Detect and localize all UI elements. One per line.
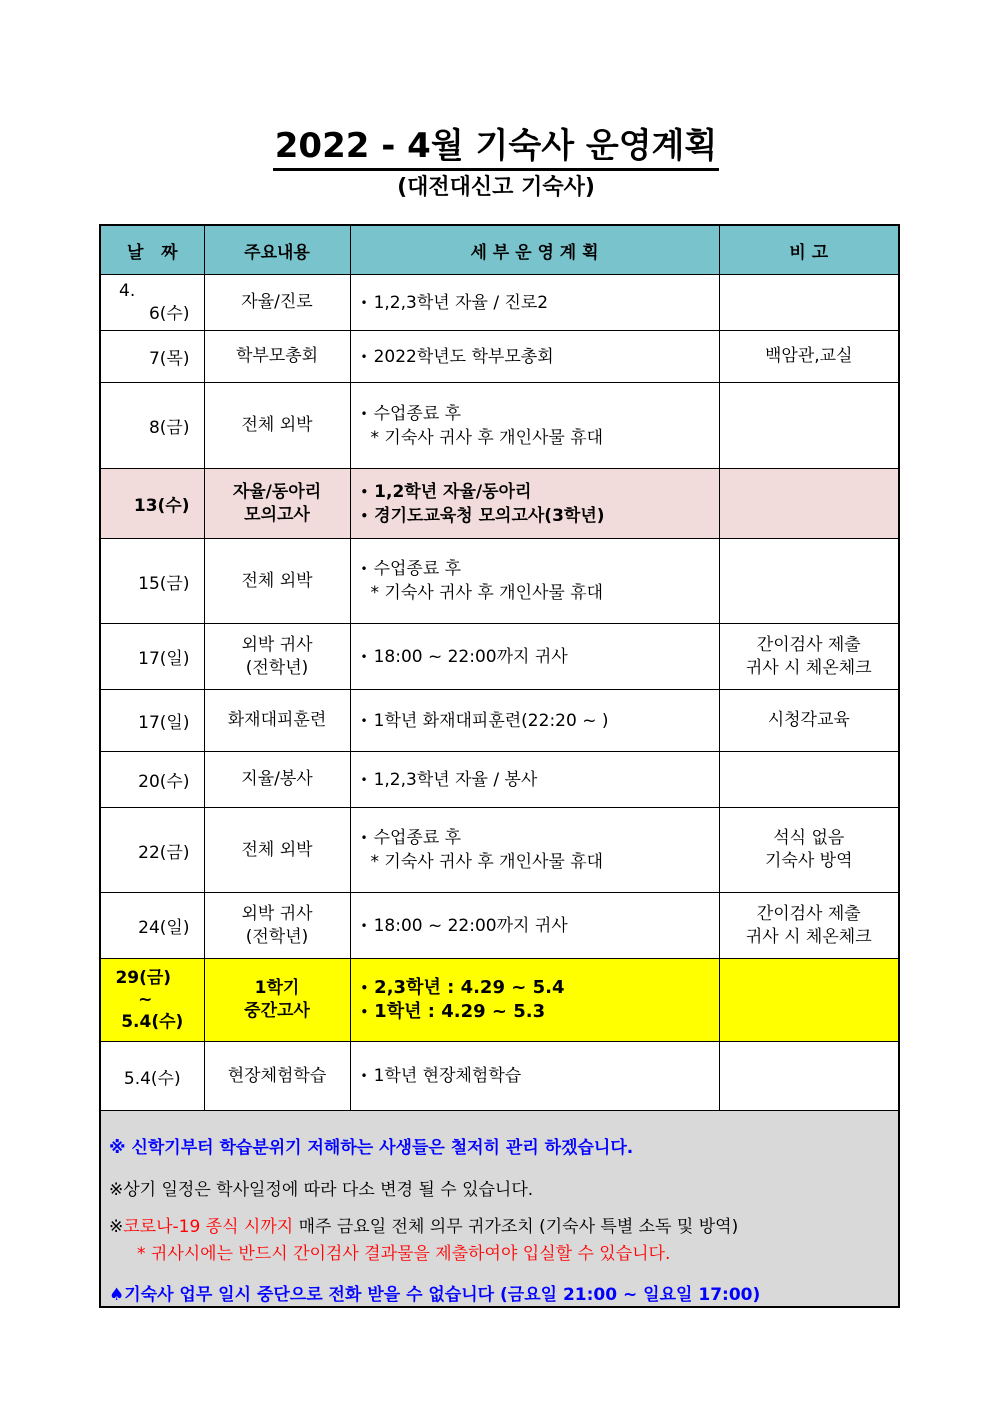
footer-line-1: ※ 신학기부터 학습분위기 저해하는 사생들은 철저히 관리 하겠습니다. bbox=[109, 1138, 634, 1158]
note-cell bbox=[719, 539, 899, 624]
detail-item: • 수업종료 후 bbox=[361, 402, 719, 426]
footer-row bbox=[100, 1111, 899, 1308]
month-label: 4. bbox=[119, 281, 136, 301]
main-line-2: (전학년) bbox=[245, 657, 309, 678]
note-cell bbox=[719, 469, 899, 539]
main-cell bbox=[204, 624, 350, 690]
footer-line-4: * 귀사시에는 반드시 간이검사 결과물을 제출하여야 입실할 수 있습니다. bbox=[137, 1244, 671, 1264]
note-cell bbox=[719, 383, 899, 469]
detail-cell bbox=[350, 383, 719, 469]
detail-cell bbox=[350, 752, 719, 808]
table-row bbox=[100, 752, 899, 808]
date-end: 5.4(수) bbox=[121, 1012, 184, 1032]
main-line-2: 모의고사 bbox=[244, 504, 310, 525]
footer-covid-highlight: 코로나-19 종식 시까지 bbox=[123, 1217, 294, 1237]
detail-item: • 수업종료 후 bbox=[361, 557, 719, 581]
main-line-1: 자율/동아리 bbox=[232, 481, 322, 502]
detail-item: • 18:00 ~ 22:00까지 귀사 bbox=[361, 645, 719, 669]
detail-cell bbox=[350, 539, 719, 624]
detail-cell bbox=[350, 469, 719, 539]
date-cell bbox=[100, 275, 204, 331]
date-cell: 13(수) bbox=[100, 469, 204, 539]
main-cell bbox=[204, 469, 350, 539]
table-row bbox=[100, 331, 899, 383]
detail-cell bbox=[350, 893, 719, 959]
main-cell bbox=[204, 959, 350, 1042]
note-cell bbox=[719, 1042, 899, 1111]
detail-item: • 18:00 ~ 22:00까지 귀사 bbox=[361, 914, 719, 938]
date-cell: 17(일) bbox=[100, 624, 204, 690]
date-label: 6(수) bbox=[148, 304, 190, 324]
date-cell: 24(일) bbox=[100, 893, 204, 959]
detail-subnote: * 기숙사 귀사 후 개인사물 휴대 bbox=[370, 427, 604, 448]
detail-cell bbox=[350, 690, 719, 752]
detail-item: • 1,2학년 자율/동아리 bbox=[361, 480, 719, 504]
table-row bbox=[100, 1042, 899, 1111]
footer-notes bbox=[100, 1111, 899, 1308]
note-line-2: 귀사 시 체온체크 bbox=[745, 657, 872, 678]
detail-item: • 1학년 : 4.29 ~ 5.3 bbox=[361, 1000, 719, 1024]
table-row bbox=[100, 275, 899, 331]
main-cell bbox=[204, 893, 350, 959]
main-line-2: 중간고사 bbox=[244, 1001, 310, 1021]
main-cell: 현장체험학습 bbox=[204, 1042, 350, 1111]
note-cell bbox=[719, 893, 899, 959]
table-row bbox=[100, 469, 899, 539]
detail-subnote: * 기숙사 귀사 후 개인사물 휴대 bbox=[370, 852, 604, 872]
date-cell: 7(목) bbox=[100, 331, 204, 383]
note-line-1: 간이검사 제출 bbox=[756, 903, 861, 924]
date-range-sep: ~ bbox=[138, 990, 153, 1010]
title-text: 2022 - 4월 기숙사 운영계획 bbox=[273, 126, 720, 171]
date-cell: 15(금) bbox=[100, 539, 204, 624]
table-header-row bbox=[100, 225, 899, 275]
detail-item: • 1학년 현장체험학습 bbox=[361, 1064, 719, 1088]
page-subtitle: (대전대신고 기숙사) bbox=[397, 175, 595, 200]
detail-item: • 2,3학년 : 4.29 ~ 5.4 bbox=[361, 976, 719, 1000]
table-row bbox=[100, 383, 899, 469]
note-line-2: 기숙사 방역 bbox=[764, 851, 853, 871]
main-cell: 지율/봉사 bbox=[204, 752, 350, 808]
date-start: 29(금) bbox=[115, 968, 172, 988]
table-row bbox=[100, 624, 899, 690]
detail-item: • 2022학년도 학부모총회 bbox=[361, 345, 719, 369]
date-cell: 20(수) bbox=[100, 752, 204, 808]
main-cell: 전체 외박 bbox=[204, 383, 350, 469]
note-cell bbox=[719, 959, 899, 1042]
note-line-1: 간이검사 제출 bbox=[756, 634, 861, 655]
note-cell bbox=[719, 275, 899, 331]
footer-line-2: ※상기 일정은 학사일정에 따라 다소 변경 될 수 있습니다. bbox=[109, 1180, 534, 1200]
main-cell: 학부모총회 bbox=[204, 331, 350, 383]
note-cell bbox=[719, 752, 899, 808]
footer-line-3-rest: 매주 금요일 전체 의무 귀가조치 (기숙사 특별 소독 및 방역) bbox=[293, 1217, 739, 1237]
main-cell: 전체 외박 bbox=[204, 808, 350, 893]
schedule-table bbox=[99, 224, 900, 1308]
table-row bbox=[100, 893, 899, 959]
footer-line-3 bbox=[109, 1212, 888, 1237]
header-date: 날 짜 bbox=[100, 225, 204, 275]
detail-cell bbox=[350, 959, 719, 1042]
detail-cell bbox=[350, 331, 719, 383]
detail-item: • 1학년 화재대피훈련(22:20 ~ ) bbox=[361, 709, 719, 733]
detail-cell bbox=[350, 275, 719, 331]
main-line-1: 외박 귀사 bbox=[241, 634, 313, 655]
detail-cell bbox=[350, 624, 719, 690]
table-row bbox=[100, 808, 899, 893]
detail-item: • 경기도교육청 모의고사(3학년) bbox=[361, 504, 719, 528]
detail-item: • 1,2,3학년 자율 / 봉사 bbox=[361, 768, 719, 792]
main-line-1: 외박 귀사 bbox=[241, 903, 313, 924]
header-detail: 세 부 운 영 계 획 bbox=[350, 225, 719, 275]
note-line-2: 귀사 시 체온체크 bbox=[745, 926, 872, 947]
header-main: 주요내용 bbox=[204, 225, 350, 275]
page-title bbox=[0, 118, 992, 167]
note-cell bbox=[719, 808, 899, 893]
table-row bbox=[100, 539, 899, 624]
note-cell bbox=[719, 624, 899, 690]
header-note: 비 고 bbox=[719, 225, 899, 275]
main-cell: 자율/진로 bbox=[204, 275, 350, 331]
date-cell: 8(금) bbox=[100, 383, 204, 469]
detail-cell bbox=[350, 1042, 719, 1111]
footer-mark: ※ bbox=[109, 1217, 124, 1237]
note-cell: 백암관,교실 bbox=[719, 331, 899, 383]
note-cell: 시청각교육 bbox=[719, 690, 899, 752]
detail-cell bbox=[350, 808, 719, 893]
main-line-2: (전학년) bbox=[245, 926, 309, 947]
date-cell bbox=[100, 959, 204, 1042]
main-line-1: 1학기 bbox=[254, 978, 300, 998]
detail-item: • 수업종료 후 bbox=[361, 826, 719, 850]
table-row bbox=[100, 690, 899, 752]
footer-line-5: ♠기숙사 업무 일시 중단으로 전화 받을 수 없습니다 (금요일 21:00 ~ 일요일 17:00) bbox=[109, 1285, 761, 1305]
date-cell: 17(일) bbox=[100, 690, 204, 752]
table-row bbox=[100, 959, 899, 1042]
date-cell: 22(금) bbox=[100, 808, 204, 893]
main-cell: 화재대피훈련 bbox=[204, 690, 350, 752]
detail-item: • 1,2,3학년 자율 / 진로2 bbox=[361, 291, 719, 315]
detail-subnote: * 기숙사 귀사 후 개인사물 휴대 bbox=[370, 583, 604, 603]
note-line-1: 석식 없음 bbox=[773, 828, 845, 848]
main-cell: 전체 외박 bbox=[204, 539, 350, 624]
date-cell: 5.4(수) bbox=[100, 1042, 204, 1111]
